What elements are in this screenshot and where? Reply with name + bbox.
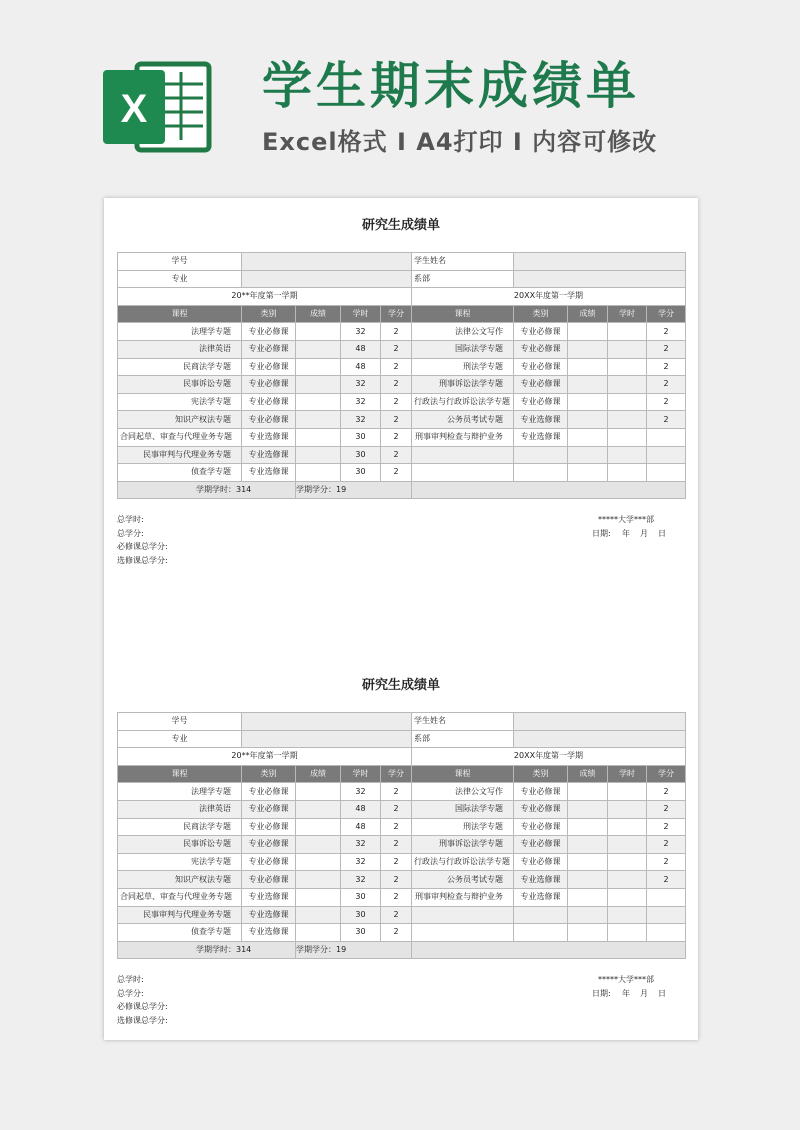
- semester-left: 20**年度第一学期: [118, 748, 412, 766]
- right-course-cell: 刑事审判检查与辩护业务: [412, 428, 514, 446]
- header-hours: 学时: [341, 765, 381, 783]
- transcript-1: [104, 198, 698, 573]
- left-course-cell: 法理学专题: [118, 323, 242, 341]
- note-total-credits: 总学分:: [117, 988, 144, 998]
- table-row: [118, 836, 686, 854]
- left-hours-cell: 30: [341, 924, 381, 942]
- left-credits-cell: 2: [381, 411, 412, 429]
- right-course-cell: 刑法学专题: [412, 358, 514, 376]
- right-course-cell: 刑事诉讼法学专题: [412, 836, 514, 854]
- label-department: 系部: [412, 730, 514, 748]
- table-row: [118, 358, 686, 376]
- left-course-cell: 民商法学专题: [118, 358, 242, 376]
- left-category-cell: 专业选修课: [242, 924, 296, 942]
- left-hours-cell: 32: [341, 393, 381, 411]
- right-course-cell: 刑法学专题: [412, 818, 514, 836]
- right-course-cell: [412, 924, 514, 942]
- right-category-cell: 专业必修课: [514, 818, 568, 836]
- left-course-cell: 合同起草、审查与代理业务专题: [118, 428, 242, 446]
- table-row: [118, 783, 686, 801]
- left-hours-cell: 30: [341, 428, 381, 446]
- semester-credits: 学期学分：19: [296, 941, 412, 959]
- right-hours-cell: [608, 464, 647, 482]
- banner: [0, 0, 800, 185]
- right-credits-cell: 2: [647, 836, 686, 854]
- note-total-credits: 总学分:: [117, 528, 144, 538]
- date-label: 日期:: [592, 528, 611, 538]
- right-course-cell: 行政法与行政诉讼法学专题: [412, 393, 514, 411]
- page-title: 学生期末成绩单: [262, 57, 640, 115]
- right-hours-cell: [608, 376, 647, 394]
- right-grade-cell[interactable]: [568, 411, 608, 429]
- left-grade-cell[interactable]: [296, 836, 341, 854]
- sheet-title: 研究生成绩单: [361, 678, 440, 693]
- left-grade-cell[interactable]: [296, 376, 341, 394]
- left-grade-cell[interactable]: [296, 924, 341, 942]
- note-elective-credits: 选修课总学分:: [117, 1015, 168, 1025]
- right-credits-cell: [647, 906, 686, 924]
- semester-totals: [118, 481, 686, 499]
- left-hours-cell: 32: [341, 411, 381, 429]
- column-headers: [118, 305, 686, 323]
- paper-sheet: [104, 198, 698, 1040]
- right-course-cell: 刑事审判检查与辩护业务: [412, 888, 514, 906]
- header-hours: 学时: [341, 305, 381, 323]
- left-hours-cell: 32: [341, 323, 381, 341]
- left-credits-cell: 2: [381, 783, 412, 801]
- header-category: 类别: [242, 765, 296, 783]
- right-grade-cell[interactable]: [568, 924, 608, 942]
- right-hours-cell: [608, 358, 647, 376]
- label-student-name: 学生姓名: [412, 713, 514, 731]
- header-category: 类别: [514, 765, 568, 783]
- left-credits-cell: 2: [381, 800, 412, 818]
- right-credits-cell: 2: [647, 853, 686, 871]
- left-grade-cell[interactable]: [296, 358, 341, 376]
- left-grade-cell[interactable]: [296, 783, 341, 801]
- left-course-cell: 民商法学专题: [118, 818, 242, 836]
- right-grade-cell[interactable]: [568, 446, 608, 464]
- left-category-cell: 专业必修课: [242, 783, 296, 801]
- right-category-cell: 专业必修课: [514, 340, 568, 358]
- right-course-cell: 法律公文写作: [412, 323, 514, 341]
- right-credits-cell: 2: [647, 871, 686, 889]
- right-course-cell: 法律公文写作: [412, 783, 514, 801]
- left-category-cell: 专业选修课: [242, 906, 296, 924]
- right-credits-cell: 2: [647, 411, 686, 429]
- right-grade-cell[interactable]: [568, 376, 608, 394]
- left-hours-cell: 48: [341, 818, 381, 836]
- right-category-cell: 专业选修课: [514, 428, 568, 446]
- date-year: 年: [622, 528, 630, 538]
- left-credits-cell: 2: [381, 853, 412, 871]
- left-course-cell: 民事审判与代理业务专题: [118, 446, 242, 464]
- semester-hours: 学期学时：314: [118, 941, 296, 959]
- right-course-cell: 公务员考试专题: [412, 871, 514, 889]
- left-course-cell: 民事诉讼专题: [118, 376, 242, 394]
- right-category-cell: 专业选修课: [514, 411, 568, 429]
- left-grade-cell[interactable]: [296, 871, 341, 889]
- label-major: 专业: [118, 730, 242, 748]
- department-field[interactable]: [514, 730, 686, 748]
- right-grade-cell[interactable]: [568, 888, 608, 906]
- left-grade-cell[interactable]: [296, 906, 341, 924]
- right-category-cell: 专业选修课: [514, 871, 568, 889]
- table-row: [118, 818, 686, 836]
- left-category-cell: 专业必修课: [242, 376, 296, 394]
- left-category-cell: 专业必修课: [242, 393, 296, 411]
- left-hours-cell: 32: [341, 853, 381, 871]
- date-day: 日: [658, 988, 666, 998]
- date-label: 日期:: [592, 988, 611, 998]
- left-category-cell: 专业选修课: [242, 888, 296, 906]
- left-hours-cell: 48: [341, 340, 381, 358]
- right-category-cell: 专业必修课: [514, 853, 568, 871]
- right-course-cell: [412, 906, 514, 924]
- left-category-cell: 专业必修课: [242, 323, 296, 341]
- left-category-cell: 专业必修课: [242, 818, 296, 836]
- header-category: 类别: [514, 305, 568, 323]
- header-credits: 学分: [381, 765, 412, 783]
- left-hours-cell: 48: [341, 800, 381, 818]
- table-row: [118, 464, 686, 482]
- right-grade-cell[interactable]: [568, 464, 608, 482]
- transcript-2: [104, 658, 698, 1033]
- right-category-cell: [514, 906, 568, 924]
- left-course-cell: 民事诉讼专题: [118, 836, 242, 854]
- left-course-cell: 知识产权法专题: [118, 871, 242, 889]
- student-name-field[interactable]: [514, 713, 686, 731]
- date-day: 日: [658, 528, 666, 538]
- right-hours-cell: [608, 393, 647, 411]
- right-hours-cell: [608, 783, 647, 801]
- table-row: [118, 888, 686, 906]
- right-grade-cell[interactable]: [568, 800, 608, 818]
- left-grade-cell[interactable]: [296, 464, 341, 482]
- right-category-cell: 专业选修课: [514, 888, 568, 906]
- left-category-cell: 专业必修课: [242, 836, 296, 854]
- left-credits-cell: 2: [381, 924, 412, 942]
- label-major: 专业: [118, 270, 242, 288]
- note-required-credits: 必修课总学分:: [117, 542, 168, 552]
- left-credits-cell: 2: [381, 340, 412, 358]
- label-department: 系部: [412, 270, 514, 288]
- right-course-cell: 国际法学专题: [412, 340, 514, 358]
- summary-notes: [104, 973, 698, 1033]
- label-student-id: 学号: [118, 253, 242, 271]
- left-credits-cell: 2: [381, 446, 412, 464]
- student-name-field[interactable]: [514, 253, 686, 271]
- semester-hours: 学期学时：314: [118, 481, 296, 499]
- left-credits-cell: 2: [381, 836, 412, 854]
- table-row: [118, 906, 686, 924]
- right-hours-cell: [608, 411, 647, 429]
- right-hours-cell: [608, 906, 647, 924]
- table-row: [118, 446, 686, 464]
- right-hours-cell: [608, 924, 647, 942]
- left-hours-cell: 48: [341, 358, 381, 376]
- left-grade-cell[interactable]: [296, 340, 341, 358]
- right-course-cell: [412, 446, 514, 464]
- major-field[interactable]: [242, 730, 412, 748]
- right-course-cell: 国际法学专题: [412, 800, 514, 818]
- left-category-cell: 专业选修课: [242, 464, 296, 482]
- right-credits-cell: 2: [647, 818, 686, 836]
- right-hours-cell: [608, 818, 647, 836]
- right-course-cell: 公务员考试专题: [412, 411, 514, 429]
- right-category-cell: 专业必修课: [514, 393, 568, 411]
- left-category-cell: 专业必修课: [242, 800, 296, 818]
- grade-table: [117, 712, 686, 959]
- left-grade-cell[interactable]: [296, 393, 341, 411]
- right-grade-cell[interactable]: [568, 853, 608, 871]
- date-month: 月: [640, 988, 648, 998]
- right-grade-cell[interactable]: [568, 323, 608, 341]
- right-hours-cell: [608, 800, 647, 818]
- department-field[interactable]: [514, 270, 686, 288]
- right-credits-cell: 2: [647, 323, 686, 341]
- left-hours-cell: 30: [341, 888, 381, 906]
- page-subtitle: Excel格式 I A4打印 I 内容可修改: [262, 128, 658, 156]
- left-course-cell: 法律英语: [118, 800, 242, 818]
- right-credits-cell: 2: [647, 358, 686, 376]
- right-hours-cell: [608, 340, 647, 358]
- excel-logo-icon: [101, 58, 213, 156]
- right-course-cell: 刑事诉讼法学专题: [412, 376, 514, 394]
- left-category-cell: 专业必修课: [242, 871, 296, 889]
- left-category-cell: 专业选修课: [242, 428, 296, 446]
- student-id-field[interactable]: [242, 713, 412, 731]
- left-course-cell: 侦查学专题: [118, 924, 242, 942]
- right-category-cell: 专业必修课: [514, 358, 568, 376]
- right-credits-cell: 2: [647, 393, 686, 411]
- right-grade-cell[interactable]: [568, 836, 608, 854]
- summary-notes: [104, 513, 698, 573]
- right-grade-cell[interactable]: [568, 340, 608, 358]
- left-category-cell: 专业必修课: [242, 411, 296, 429]
- left-hours-cell: 30: [341, 446, 381, 464]
- header-credits: 学分: [381, 305, 412, 323]
- left-grade-cell[interactable]: [296, 818, 341, 836]
- major-field[interactable]: [242, 270, 412, 288]
- header-grade: 成绩: [568, 305, 608, 323]
- right-credits-cell: [647, 446, 686, 464]
- table-row: [118, 323, 686, 341]
- university-label: *****大学***部: [598, 515, 654, 525]
- table-row: [118, 871, 686, 889]
- left-credits-cell: 2: [381, 428, 412, 446]
- right-grade-cell[interactable]: [568, 906, 608, 924]
- date-row: [592, 527, 666, 541]
- left-course-cell: 法理学专题: [118, 783, 242, 801]
- right-credits-cell: 2: [647, 800, 686, 818]
- right-category-cell: [514, 924, 568, 942]
- left-grade-cell[interactable]: [296, 411, 341, 429]
- left-credits-cell: 2: [381, 323, 412, 341]
- left-credits-cell: 2: [381, 464, 412, 482]
- header-grade: 成绩: [296, 305, 341, 323]
- grade-table: [117, 252, 686, 499]
- left-course-cell: 法律英语: [118, 340, 242, 358]
- left-course-cell: 民事审判与代理业务专题: [118, 906, 242, 924]
- table-row: [118, 428, 686, 446]
- header-course: 课程: [412, 765, 514, 783]
- left-course-cell: 知识产权法专题: [118, 411, 242, 429]
- left-course-cell: 合同起草、审查与代理业务专题: [118, 888, 242, 906]
- right-category-cell: 专业必修课: [514, 323, 568, 341]
- right-grade-cell[interactable]: [568, 393, 608, 411]
- right-category-cell: 专业必修课: [514, 783, 568, 801]
- right-hours-cell: [608, 853, 647, 871]
- right-credits-cell: [647, 464, 686, 482]
- right-credits-cell: [647, 888, 686, 906]
- date-row: [592, 987, 666, 1001]
- column-headers: [118, 765, 686, 783]
- left-course-cell: 宪法学专题: [118, 853, 242, 871]
- right-hours-cell: [608, 428, 647, 446]
- university-label: *****大学***部: [598, 975, 654, 985]
- right-credits-cell: 2: [647, 376, 686, 394]
- right-hours-cell: [608, 446, 647, 464]
- right-grade-cell[interactable]: [568, 871, 608, 889]
- header-hours: 学时: [608, 305, 647, 323]
- right-grade-cell[interactable]: [568, 818, 608, 836]
- left-grade-cell[interactable]: [296, 446, 341, 464]
- right-credits-cell: [647, 924, 686, 942]
- right-credits-cell: 2: [647, 783, 686, 801]
- right-category-cell: 专业必修课: [514, 800, 568, 818]
- table-row: [118, 800, 686, 818]
- right-category-cell: 专业必修课: [514, 836, 568, 854]
- left-credits-cell: 2: [381, 906, 412, 924]
- header-credits: 学分: [647, 765, 686, 783]
- sheet-title: 研究生成绩单: [361, 218, 440, 233]
- semester-right: 20XX年度第一学期: [412, 288, 686, 306]
- table-row: [118, 376, 686, 394]
- right-grade-cell[interactable]: [568, 428, 608, 446]
- table-row: [118, 924, 686, 942]
- left-hours-cell: 32: [341, 783, 381, 801]
- right-credits-cell: 2: [647, 340, 686, 358]
- semester-right: 20XX年度第一学期: [412, 748, 686, 766]
- date-year: 年: [622, 988, 630, 998]
- left-grade-cell[interactable]: [296, 323, 341, 341]
- logo-letter: X: [120, 87, 148, 131]
- right-course-cell: 行政法与行政诉讼法学专题: [412, 853, 514, 871]
- left-hours-cell: 30: [341, 464, 381, 482]
- right-grade-cell[interactable]: [568, 358, 608, 376]
- left-credits-cell: 2: [381, 818, 412, 836]
- right-category-cell: 专业必修课: [514, 376, 568, 394]
- table-row: [118, 340, 686, 358]
- table-row: [118, 853, 686, 871]
- left-credits-cell: 2: [381, 358, 412, 376]
- semester-totals: [118, 941, 686, 959]
- right-course-cell: [412, 464, 514, 482]
- table-row: [118, 411, 686, 429]
- right-category-cell: [514, 446, 568, 464]
- left-category-cell: 专业必修课: [242, 853, 296, 871]
- right-hours-cell: [608, 836, 647, 854]
- left-hours-cell: 32: [341, 871, 381, 889]
- note-required-credits: 必修课总学分:: [117, 1002, 168, 1012]
- left-grade-cell[interactable]: [296, 853, 341, 871]
- left-credits-cell: 2: [381, 888, 412, 906]
- label-student-id: 学号: [118, 713, 242, 731]
- left-category-cell: 专业必修课: [242, 340, 296, 358]
- note-elective-credits: 选修课总学分:: [117, 555, 168, 565]
- left-grade-cell[interactable]: [296, 800, 341, 818]
- header-grade: 成绩: [568, 765, 608, 783]
- right-grade-cell[interactable]: [568, 783, 608, 801]
- left-hours-cell: 32: [341, 836, 381, 854]
- left-hours-cell: 32: [341, 376, 381, 394]
- left-credits-cell: 2: [381, 376, 412, 394]
- table-row: [118, 393, 686, 411]
- left-hours-cell: 30: [341, 906, 381, 924]
- right-category-cell: [514, 464, 568, 482]
- right-hours-cell: [608, 888, 647, 906]
- left-credits-cell: 2: [381, 393, 412, 411]
- right-hours-cell: [608, 323, 647, 341]
- label-student-name: 学生姓名: [412, 253, 514, 271]
- header-category: 类别: [242, 305, 296, 323]
- header-course: 课程: [118, 305, 242, 323]
- left-credits-cell: 2: [381, 871, 412, 889]
- semester-left: 20**年度第一学期: [118, 288, 412, 306]
- left-course-cell: 侦查学专题: [118, 464, 242, 482]
- left-category-cell: 专业选修课: [242, 446, 296, 464]
- right-credits-cell: [647, 428, 686, 446]
- left-grade-cell[interactable]: [296, 428, 341, 446]
- left-grade-cell[interactable]: [296, 888, 341, 906]
- header-course: 课程: [412, 305, 514, 323]
- note-total-hours: 总学时:: [117, 975, 144, 985]
- left-course-cell: 宪法学专题: [118, 393, 242, 411]
- student-id-field[interactable]: [242, 253, 412, 271]
- header-credits: 学分: [647, 305, 686, 323]
- semester-credits: 学期学分：19: [296, 481, 412, 499]
- right-hours-cell: [608, 871, 647, 889]
- left-category-cell: 专业必修课: [242, 358, 296, 376]
- note-total-hours: 总学时:: [117, 515, 144, 525]
- header-hours: 学时: [608, 765, 647, 783]
- header-course: 课程: [118, 765, 242, 783]
- date-month: 月: [640, 528, 648, 538]
- header-grade: 成绩: [296, 765, 341, 783]
